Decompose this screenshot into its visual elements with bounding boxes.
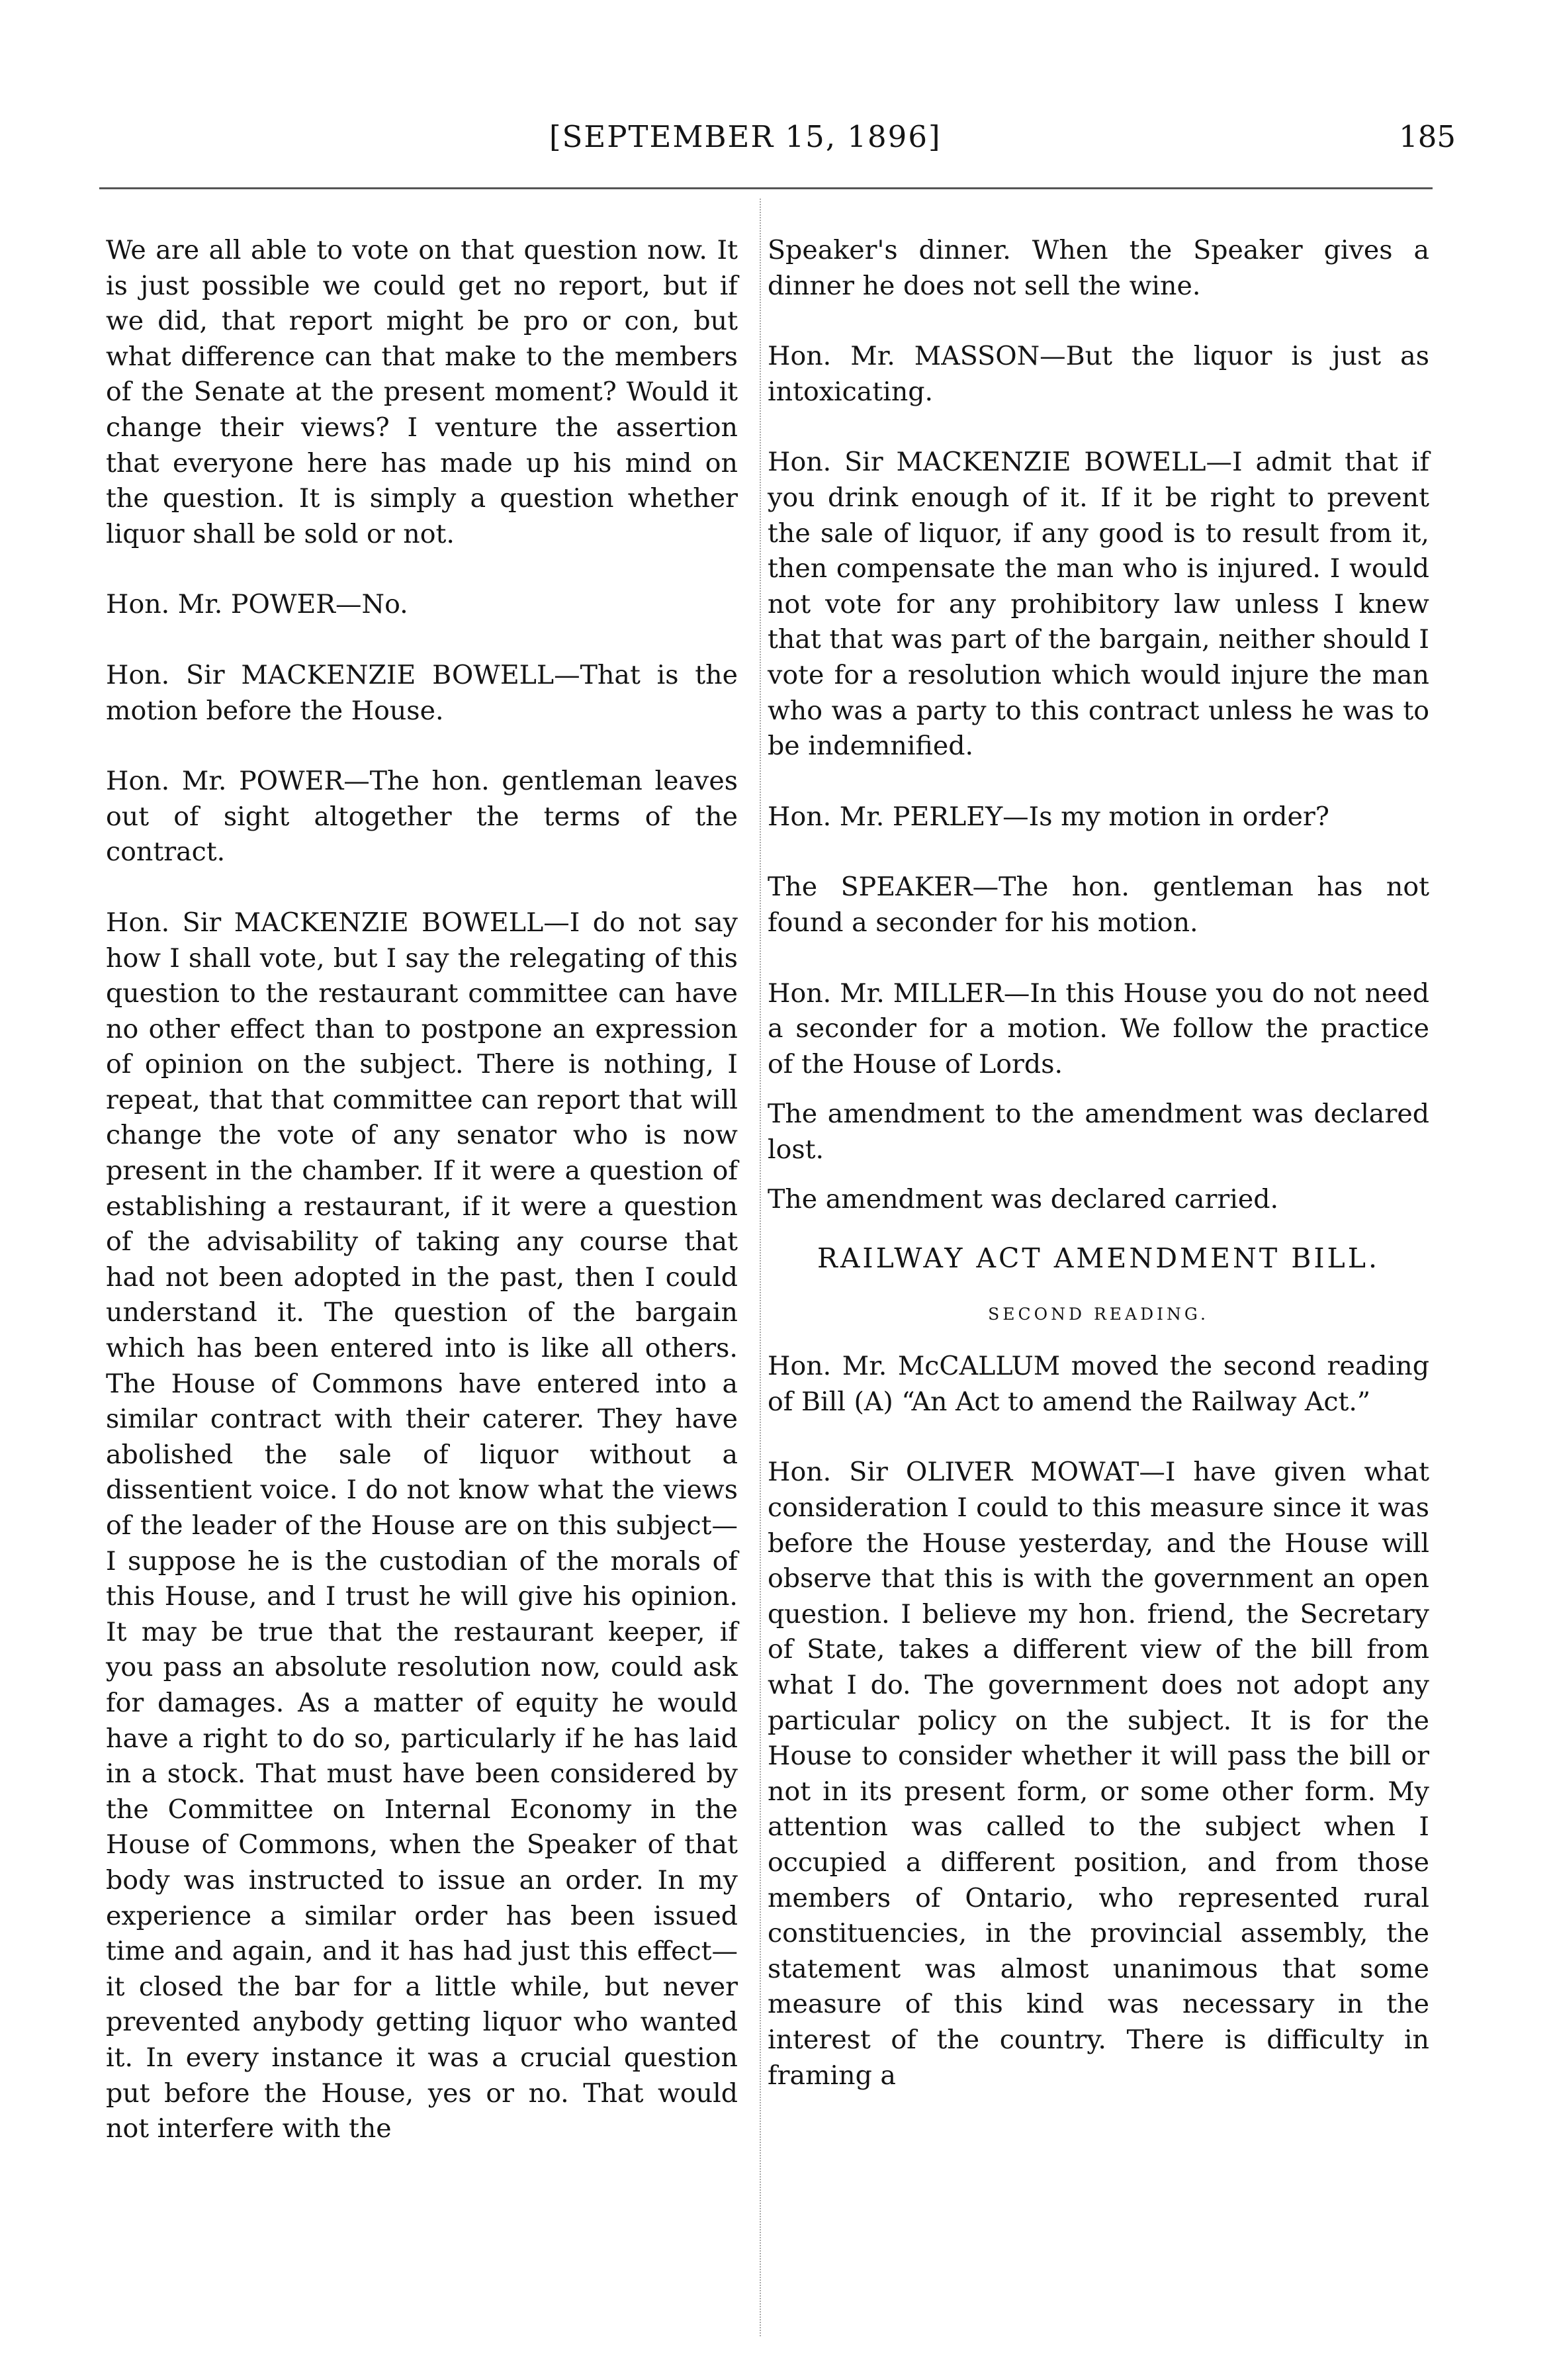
section-heading: RAILWAY ACT AMENDMENT BILL. — [817, 1242, 1380, 1275]
section-subheading: SECOND READING. — [988, 1304, 1209, 1324]
header-date: [SEPTEMBER 15, 1896] — [549, 119, 942, 154]
column-divider — [760, 199, 761, 2336]
right-column — [768, 233, 1429, 2128]
left-column — [106, 233, 738, 2182]
paragraph: The amendment was declared carried. — [768, 1184, 1279, 1215]
paragraph: Hon. Sir MACKENZIE BOWELL—That is the motion before the House. — [106, 659, 738, 726]
paragraph: Hon. Sir MACKENZIE BOWELL—I admit that if you drink enough of it. If it be right to prevent the sale of liquor, if any good is to result from it, then compensate the man who is injured. I would not vote for any prohibitory law unless I knew that that was part of the bargain, neither should I vote for a resolution which would injure the man who was a party to this contract unless he was to be indemnified. — [768, 447, 1429, 762]
paragraph: Hon. Mr. MILLER—In this House you do not need a seconder for a motion. We follow the practice of the House of Lords. — [768, 978, 1429, 1079]
page-number: 185 — [1399, 119, 1456, 154]
page-header — [0, 119, 1555, 172]
paragraph: The SPEAKER—The hon. gentleman has not found a seconder for his motion. — [768, 872, 1429, 938]
paragraph: The amendment to the amendment was declared lost. — [768, 1099, 1429, 1165]
paragraph: Speaker's dinner. When the Speaker gives a dinner he does not sell the wine. — [768, 235, 1429, 301]
header-rule — [99, 187, 1433, 189]
paragraph: Hon. Sir OLIVER MOWAT—I have given what consideration I could to this measure since it was before the House yesterday, and the House will observe that this is with the government an open question. I believe my hon. friend, the Secretary of State, takes a different view of the bill from what I do. The government does not adopt any particular policy on the subject. It is for the House to consider whether it will pass the bill or not in its present form, or some other form. My attention was called to the subject when I occupied a different position, and from those members of Ontario, who represented rural constituencies, in the provincial assembly, the statement was almost unanimous that some measure of this kind was necessary in the interest of the country. There is difficulty in framing a — [768, 1457, 1429, 2091]
paragraph: Hon. Mr. McCALLUM moved the second reading of Bill (A) “An Act to amend the Railway Act.” — [768, 1351, 1429, 1417]
paragraph: Hon. Mr. POWER—The hon. gentleman leaves out of sight altogether the terms of the contract. — [106, 766, 738, 868]
paragraph: Hon. Mr. PERLEY—Is my motion in order? — [768, 801, 1329, 832]
paragraph: We are all able to vote on that question now. It is just possible we could get no report, but if we did, that report might be pro or con, but what difference can that make to the members of the Senate at the present moment? Would it change their views? I venture the assertion that everyone here has made up his mind on the question. It is simply a question whether liquor shall be sold or not. — [106, 235, 738, 549]
paragraph: Hon. Sir MACKENZIE BOWELL—I do not say how I shall vote, but I say the relegating of this question to the restaurant committee can have no other effect than to postpone an expression of opinion on the subject. There is nothing, I repeat, that that committee can report that will change the vote of any senator who is now present in the chamber. If it were a question of establishing a restaurant, if it were a question of the advisability of taking any course that had not been adopted in the past, then I could understand it. The question of the bargain which has been entered into is like all others. The House of Commons have entered into a similar contract with their caterer. They have abolished the sale of liquor without a dissentient voice. I do not know what the views of the leader of the House are on this subject—I suppose he is the custodian of the morals of this House, and I trust he will give his opinion. It may be true that the restaurant keeper, if you pass an absolute resolution now, could ask for damages. As a matter of equity he would have a right to do so, particularly if he has laid in a stock. That must have been considered by the Committee on Internal Economy in the House of Commons, when the Speaker of that body was instructed to issue an order. In my experience a similar order has been issued time and again, and it has had just this effect—it closed the bar for a little while, but never prevented anybody getting liquor who wanted it. In every instance it was a crucial question put before the House, yes or no. That would not interfere with the — [106, 907, 738, 2144]
paragraph: Hon. Mr. POWER—No. — [106, 589, 408, 620]
paragraph: Hon. Mr. MASSON—But the liquor is just as intoxicating. — [768, 341, 1429, 407]
